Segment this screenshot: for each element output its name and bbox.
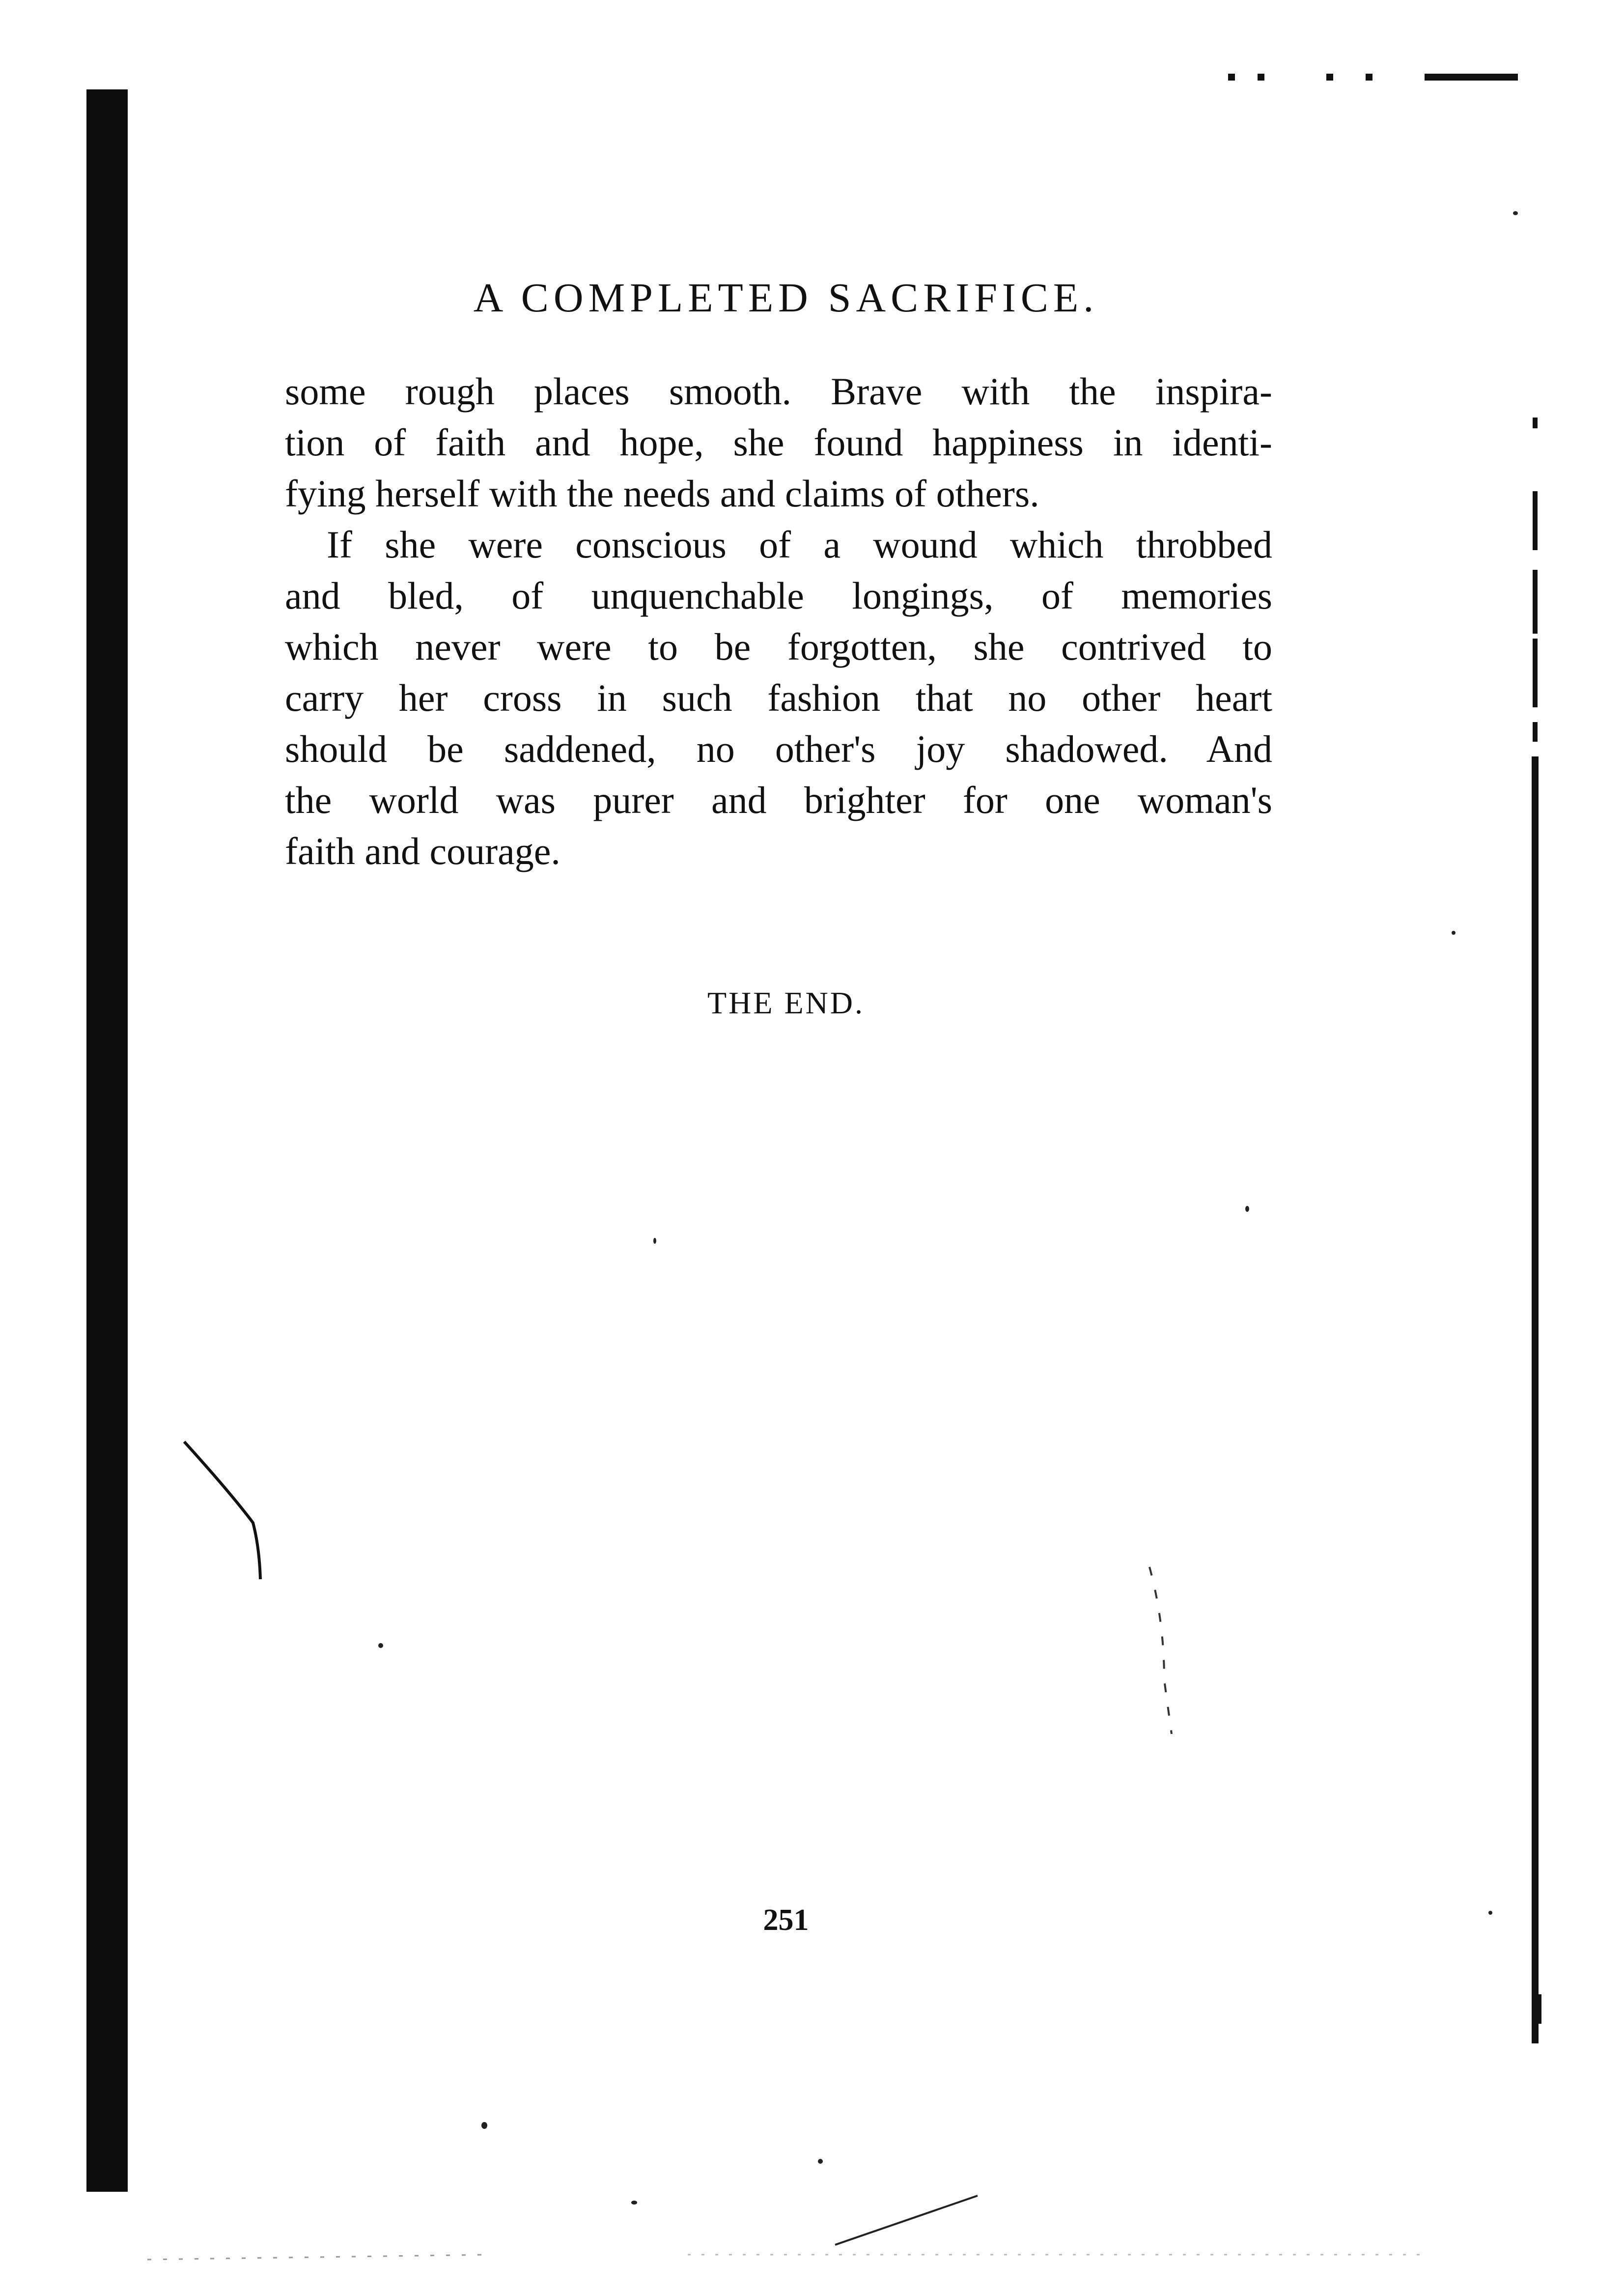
scan-artifact xyxy=(1488,1911,1492,1915)
scan-artifact xyxy=(147,2255,491,2260)
scan-artifact xyxy=(481,2122,487,2129)
text-line: the world was purer and brighter for one woman's xyxy=(285,779,1272,821)
text-line: If she were conscious of a wound which throbbed xyxy=(327,523,1272,566)
scan-artifact xyxy=(818,2159,823,2164)
text-line: some rough places smooth. Brave with the inspira- xyxy=(285,370,1272,413)
scan-artifact xyxy=(1149,1567,1172,1734)
scan-artifact xyxy=(1245,1206,1249,1212)
text-line: tion of faith and hope, she found happiness in identi- xyxy=(285,421,1272,464)
page-number: 251 xyxy=(763,1903,809,1937)
scan-artifact xyxy=(835,2196,978,2245)
text-line: which never were to be forgotten, she contrived to xyxy=(285,625,1272,668)
scan-artifact xyxy=(653,1238,656,1244)
text-line: fying herself with the needs and claims of others. xyxy=(285,472,1039,515)
running-head: A COMPLETED SACRIFICE. xyxy=(473,275,1099,321)
scan-artifact xyxy=(1513,211,1518,215)
text-line: faith and courage. xyxy=(285,830,560,872)
scan-artifact xyxy=(1452,931,1456,935)
end-mark: THE END. xyxy=(707,985,865,1020)
scan-artifact xyxy=(378,1643,383,1648)
scan-artifact xyxy=(184,1442,260,1579)
text-line: carry her cross in such fashion that no other heart xyxy=(285,676,1272,719)
text-line: and bled, of unquenchable longings, of memories xyxy=(285,574,1272,617)
scan-artifact xyxy=(631,2201,637,2205)
text-line: should be saddened, no other's joy shadowed. And xyxy=(285,727,1272,770)
